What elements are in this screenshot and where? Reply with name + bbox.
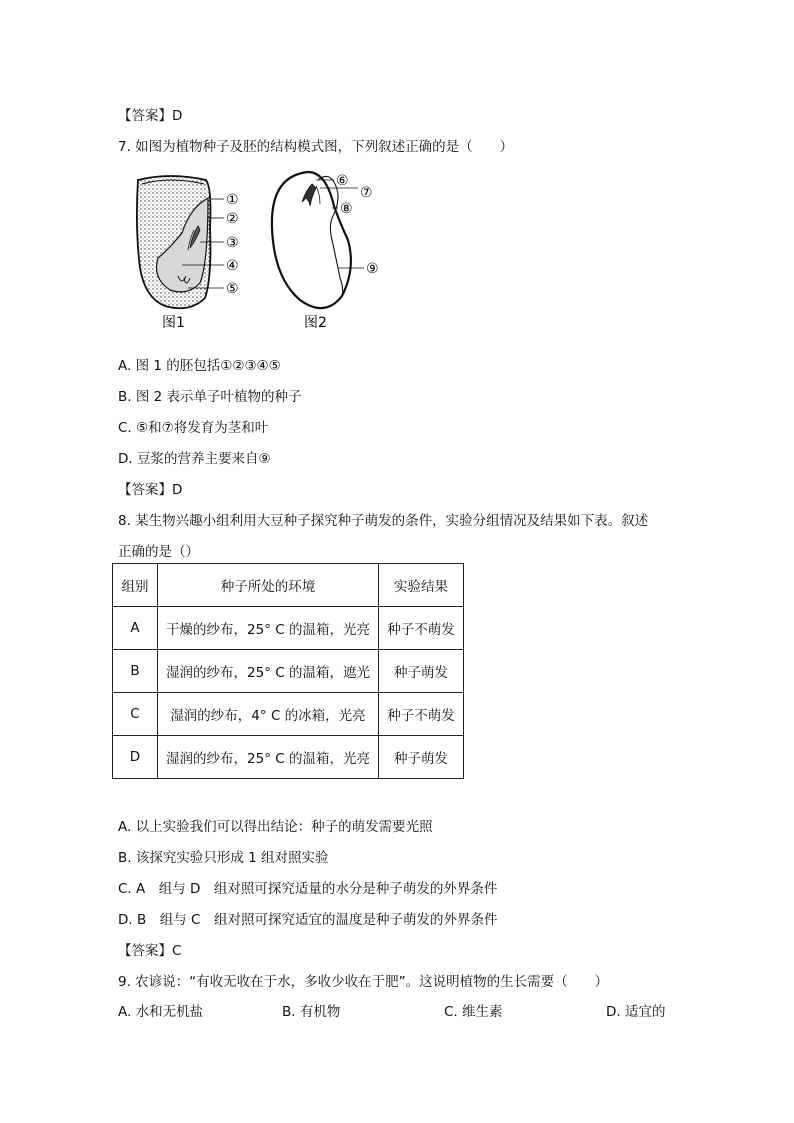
cell-group: D xyxy=(113,736,158,779)
q7-option-b: B. 图 2 表示单子叶植物的种子 xyxy=(118,389,302,405)
cell-environment: 湿润的纱布，4° C 的冰箱，光亮 xyxy=(158,693,379,736)
question-9-stem: 9. 农谚说：“有收无收在于水，多收少收在于肥”。这说明植物的生长需要（ ） xyxy=(118,974,609,990)
header-environment: 种子所处的环境 xyxy=(158,564,379,607)
fig1-label-1: ① xyxy=(226,192,239,208)
q8-option-c: C. A 组与 D 组对照可探究适量的水分是种子萌发的外界条件 xyxy=(118,881,498,897)
header-group: 组别 xyxy=(113,564,158,607)
cell-environment: 湿润的纱布，25° C 的温箱，光亮 xyxy=(158,736,379,779)
q7-option-c: C. ⑤和⑦将发育为茎和叶 xyxy=(118,420,269,436)
question-8-stem-line1: 8. 某生物兴趣小组利用大豆种子探究种子萌发的条件，实验分组情况及结果如下表。叙述 xyxy=(118,513,649,529)
cell-group: A xyxy=(113,607,158,650)
fig1-label-2: ② xyxy=(226,211,239,227)
question-8-stem-line2: 正确的是（） xyxy=(118,544,199,560)
table-row xyxy=(113,607,464,650)
q8-option-d: D. B 组与 C 组对照可探究适宜的温度是种子萌发的外界条件 xyxy=(118,912,498,928)
cell-environment: 湿润的纱布，25° C 的温箱，遮光 xyxy=(158,650,379,693)
q9-option-b: B. 有机物 xyxy=(282,1004,341,1020)
cell-environment: 干燥的纱布，25° C 的温箱，光亮 xyxy=(158,607,379,650)
q9-option-d: D. 适宜的 xyxy=(606,1004,666,1020)
fig2-label-9: ⑨ xyxy=(366,261,379,277)
corn-seed-drawing xyxy=(137,176,224,308)
fig2-label-7: ⑦ xyxy=(360,185,373,201)
q7-option-d: D. 豆浆的营养主要来自⑨ xyxy=(118,451,271,467)
cell-result: 种子不萌发 xyxy=(379,607,464,650)
answer-q6: 【答案】D xyxy=(118,108,183,124)
q7-option-a: A. 图 1 的胚包括①②③④⑤ xyxy=(118,358,281,374)
fig1-label-4: ④ xyxy=(226,258,239,274)
experiment-table xyxy=(112,563,464,779)
cell-result: 种子不萌发 xyxy=(379,693,464,736)
seed-structure-figure xyxy=(120,168,420,338)
q9-option-a: A. 水和无机盐 xyxy=(118,1004,204,1020)
answer-q7: 【答案】D xyxy=(118,482,183,498)
header-result: 实验结果 xyxy=(379,564,464,607)
fig2-caption: 图2 xyxy=(304,315,327,331)
fig1-label-3: ③ xyxy=(226,235,239,251)
answer-q8: 【答案】C xyxy=(118,943,182,959)
table-row xyxy=(113,693,464,736)
question-7-stem: 7. 如图为植物种子及胚的结构模式图，下列叙述正确的是（ ） xyxy=(118,139,514,155)
cell-result: 种子萌发 xyxy=(379,650,464,693)
fig2-label-8: ⑧ xyxy=(340,201,353,217)
bean-embryo-drawing xyxy=(272,172,364,308)
fig2-label-6: ⑥ xyxy=(336,173,349,189)
q8-option-b: B. 该探究实验只形成 1 组对照实验 xyxy=(118,850,329,866)
cell-result: 种子萌发 xyxy=(379,736,464,779)
q8-option-a: A. 以上实验我们可以得出结论：种子的萌发需要光照 xyxy=(118,819,433,835)
table-row xyxy=(113,736,464,779)
fig1-label-5: ⑤ xyxy=(226,281,239,297)
cell-group: B xyxy=(113,650,158,693)
fig1-caption: 图1 xyxy=(162,315,185,331)
table-row xyxy=(113,650,464,693)
table-header-row xyxy=(113,564,464,607)
q9-option-c: C. 维生素 xyxy=(444,1004,503,1020)
cell-group: C xyxy=(113,693,158,736)
